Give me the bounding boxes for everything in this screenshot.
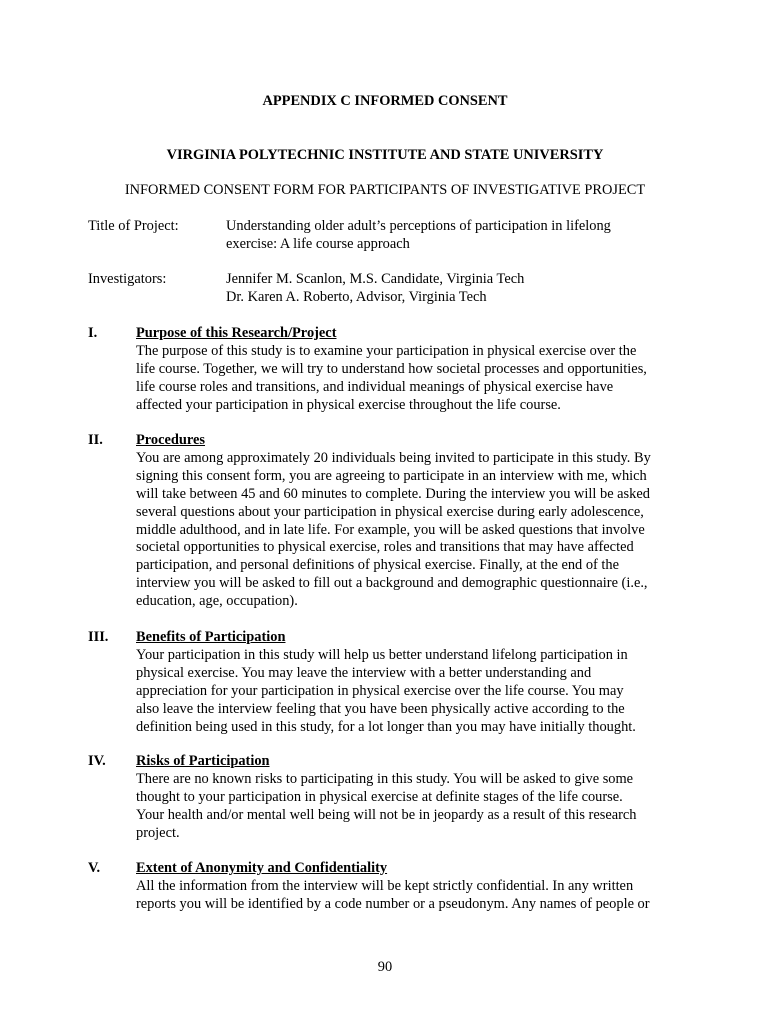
investigators-label: Investigators:: [88, 271, 167, 287]
investigator-name: Jennifer M. Scanlon, M.S. Candidate, Virginia Tech: [226, 271, 525, 287]
section-body: [136, 432, 688, 611]
section-text: [136, 878, 688, 914]
university-name: VIRGINIA POLYTECHNIC INSTITUTE AND STATE UNIVERSITY: [166, 147, 604, 163]
investigators-list: [226, 271, 706, 307]
form-title: INFORMED CONSENT FORM FOR PARTICIPANTS OF INVESTIGATIVE PROJECT: [124, 182, 646, 198]
text-line: societal opportunities to physical exercise, roles and transitions that may have affected: [136, 539, 634, 556]
text-line: appreciation for your participation in physical exercise over the life course. You may: [136, 682, 624, 699]
text-line: participation, and personal definitions of physical exercise. Finally, at the end of the: [136, 557, 620, 574]
text-line: All the information from the interview will be kept strictly confidential. In any written: [136, 877, 634, 894]
section-text: [136, 771, 688, 843]
section-text: [136, 647, 688, 737]
project-title-line: exercise: A life course approach: [226, 235, 410, 252]
section-heading: Purpose of this Research/Project: [136, 325, 337, 341]
project-title-line: Understanding older adult’s perceptions of participation in lifelong: [226, 218, 611, 234]
investigator-name: Dr. Karen A. Roberto, Advisor, Virginia Tech: [226, 288, 487, 305]
text-line: Your health and/or mental well being will not be in jeopardy as a result of this research: [136, 806, 637, 823]
page-number: 90: [377, 959, 393, 975]
text-line: Your participation in this study will help us better understand lifelong participation in: [136, 646, 628, 663]
section-heading: Procedures: [136, 432, 206, 448]
text-line: definition being used in this study, for a lot longer than you may have initially thought.: [136, 718, 636, 735]
section-numeral: II.: [88, 432, 103, 448]
text-line: several questions about your participation in physical exercise during early adolescence,: [136, 503, 644, 520]
text-line: physical exercise. You may leave the interview with a better understanding and: [136, 664, 592, 681]
text-line: You are among approximately 20 individuals being invited to participate in this study. By: [136, 449, 651, 466]
text-line: thought to your participation in physical exercise at definite stages of the life course.: [136, 788, 623, 805]
text-line: reports you will be identified by a code number or a pseudonym. Any names of people or: [136, 895, 650, 912]
section-body: [136, 629, 688, 736]
text-line: The purpose of this study is to examine your participation in physical exercise over the: [136, 342, 637, 359]
text-line: project.: [136, 824, 180, 841]
section-body: [136, 753, 688, 843]
text-line: life course roles and transitions, and individual meanings of physical exercise have: [136, 378, 614, 395]
text-line: will take between 45 and 60 minutes to complete. During the interview you will be asked: [136, 485, 650, 502]
section-numeral: V.: [88, 860, 101, 876]
section-body: [136, 860, 688, 914]
text-line: interview you will be asked to fill out a background and demographic questionnaire (i.e.,: [136, 575, 648, 592]
text-line: education, age, occupation).: [136, 593, 298, 610]
text-line: signing this consent form, you are agreeing to participate in an interview with me, which: [136, 467, 647, 484]
project-title-value: [226, 218, 706, 254]
text-line: There are no known risks to participating in this study. You will be asked to give some: [136, 770, 634, 787]
section-text: [136, 343, 688, 415]
text-line: also leave the interview feeling that you have been physically active according to the: [136, 700, 625, 717]
project-title-label: Title of Project:: [88, 218, 179, 234]
text-line: middle adulthood, and in late life. For example, you will be asked questions that involve: [136, 521, 645, 538]
section-text: [136, 450, 688, 611]
appendix-title: APPENDIX C INFORMED CONSENT: [262, 93, 508, 109]
section-heading: Risks of Participation: [136, 753, 270, 769]
section-numeral: I.: [88, 325, 98, 341]
section-body: [136, 325, 688, 415]
section-heading: Extent of Anonymity and Confidentiality: [136, 860, 388, 876]
section-numeral: III.: [88, 629, 109, 645]
section-heading: Benefits of Participation: [136, 629, 286, 645]
text-line: affected your participation in physical exercise throughout the life course.: [136, 396, 561, 413]
text-line: life course. Together, we will try to understand how societal processes and opportunities,: [136, 360, 647, 377]
section-numeral: IV.: [88, 753, 106, 769]
